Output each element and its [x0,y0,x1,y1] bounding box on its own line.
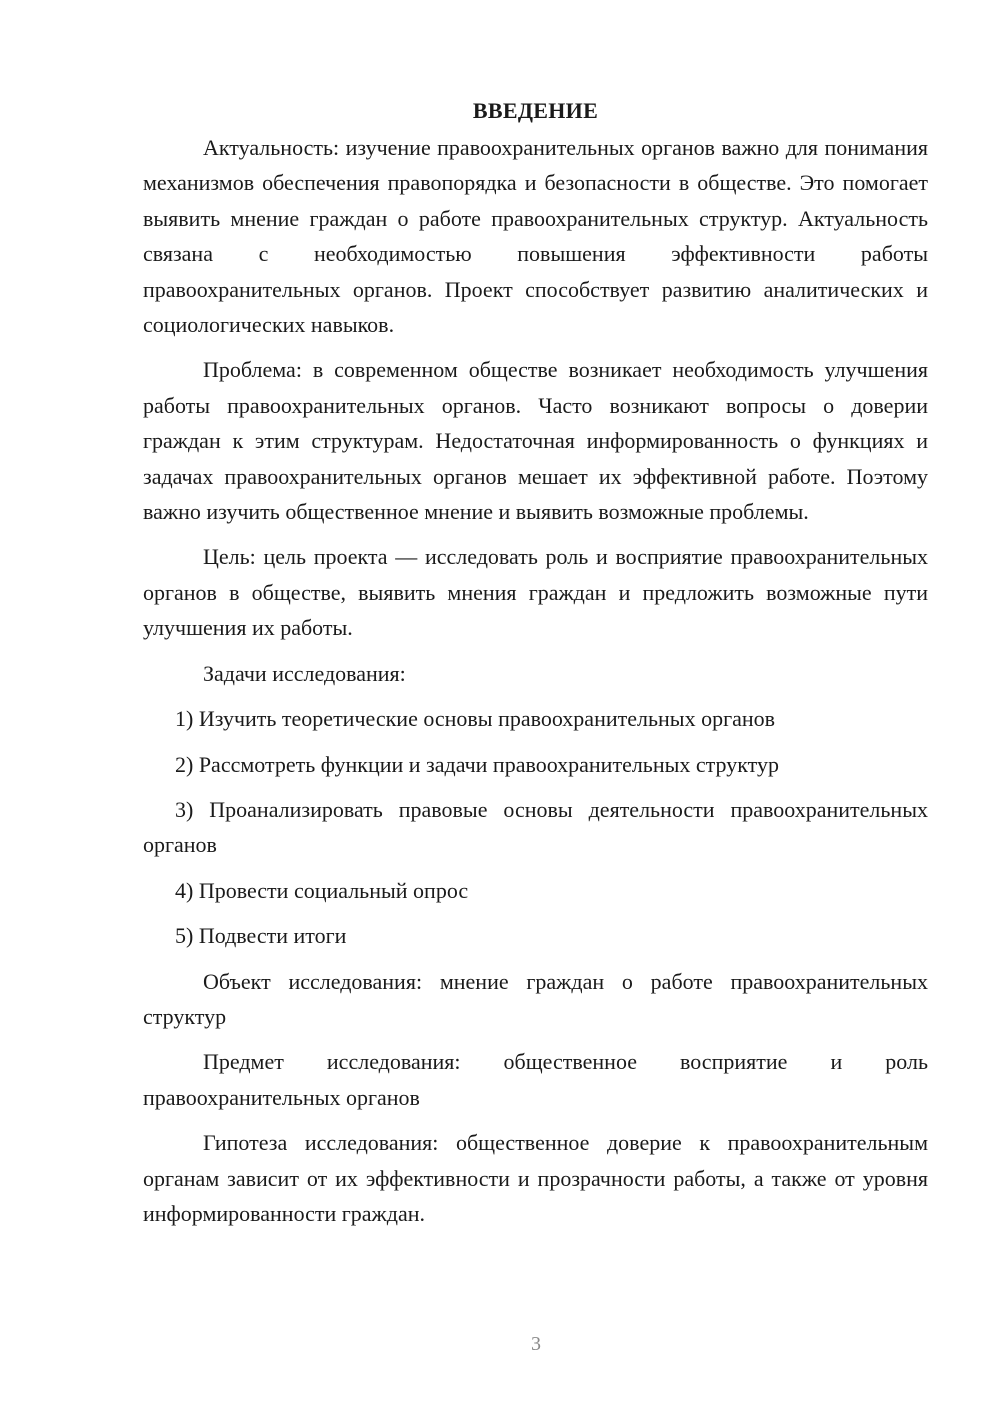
goal-paragraph: Цель: цель проекта — исследовать роль и восприятие правоохранительных органов в обществе, выявить мнения граждан и предложить возможные пути улучшения их работы. [143,544,928,641]
subject-paragraph: Предмет исследования: общественное восприятие и роль правоохранительных органов [143,1049,928,1110]
page-title: ВВЕДЕНИЕ [472,98,599,123]
relevance-paragraph: Актуальность: изучение правоохранительных органов важно для понимания механизмов обеспечения правопорядка и безопасности в обществе. Это помогает выявить мнение граждан о работе правоохранительных структур. Актуальность связана с необходимостью повышения эффективности работы правоохранительных органов. Проект способствует развитию аналитических и социологических навыков. [143,135,928,338]
problem-paragraph: Проблема: в современном обществе возникает необходимость улучшения работы правоохранительных органов. Часто возникают вопросы о доверии граждан к этим структурам. Недостаточная информированность о функциях и задачах правоохранительных органов мешает их эффективной работе. Поэтому важно изучить общественное мнение и выявить возможные проблемы. [143,357,928,525]
task-item-2: 2) Рассмотреть функции и задачи правоохранительных структур [175,751,779,777]
task-item-3: 3) Проанализировать правовые основы деятельности правоохранительных органов [143,796,928,858]
task-item-4: 4) Провести социальный опрос [175,877,469,903]
hypothesis-paragraph: Гипотеза исследования: общественное доверие к правоохранительным органам зависит от их эффективности и прозрачности работы, а также от уровня информированности граждан. [143,1130,928,1226]
document-body [143,96,928,1241]
tasks-heading: Задачи исследования: [203,660,406,686]
task-item-5: 5) Подвести итоги [175,923,347,949]
object-paragraph: Объект исследования: мнение граждан о работе правоохранительных структур [143,968,928,1029]
page-number: 3 [531,1333,541,1355]
task-item-1: 1) Изучить теоретические основы правоохранительных органов [175,706,776,732]
